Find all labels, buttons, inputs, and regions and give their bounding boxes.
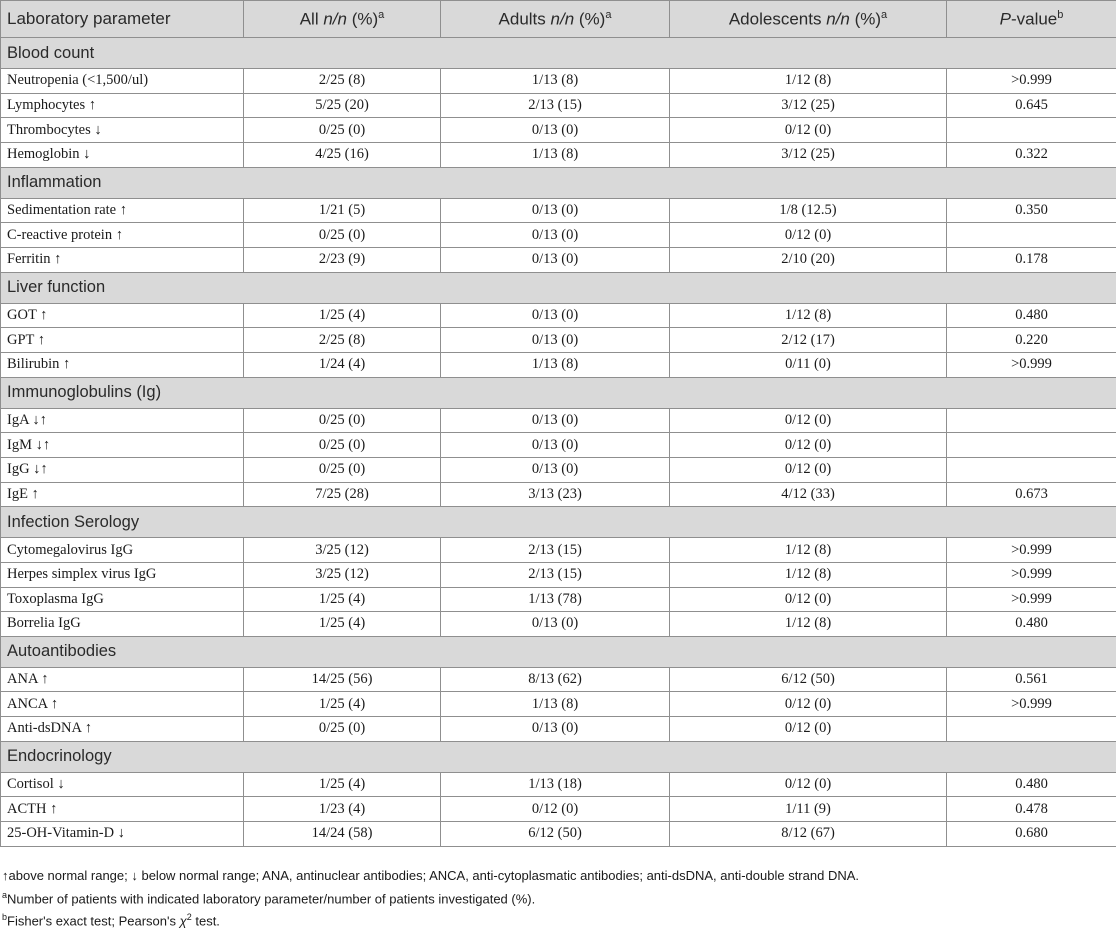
cell-adults: 0/13 (0) (441, 328, 670, 353)
cell-adults: 1/13 (8) (441, 692, 670, 717)
section-row (1, 38, 1116, 69)
cell-p: 0.645 (947, 93, 1116, 118)
cell-adolescents: 1/12 (8) (670, 69, 947, 94)
cell-p (947, 717, 1116, 742)
cell-parameter: Thrombocytes ↓ (1, 118, 244, 143)
cell-parameter: GOT ↑ (1, 303, 244, 328)
cell-adolescents: 8/12 (67) (670, 822, 947, 847)
cell-adolescents: 1/12 (8) (670, 562, 947, 587)
cell-p: >0.999 (947, 538, 1116, 563)
cell-all: 1/21 (5) (244, 198, 441, 223)
table-row (1, 822, 1116, 847)
cell-parameter: Anti-dsDNA ↑ (1, 717, 244, 742)
cell-adults: 0/13 (0) (441, 612, 670, 637)
cell-adolescents: 1/12 (8) (670, 303, 947, 328)
table-row (1, 198, 1116, 223)
table-row (1, 352, 1116, 377)
cell-p (947, 457, 1116, 482)
table-row (1, 433, 1116, 458)
table-row (1, 692, 1116, 717)
cell-adults: 2/13 (15) (441, 562, 670, 587)
cell-adolescents: 1/8 (12.5) (670, 198, 947, 223)
footnote-a: $^a$Number of patients with indicated laboratory parameter/number of patients investigated (%). (2, 886, 1112, 909)
cell-adults: 1/13 (8) (441, 142, 670, 167)
cell-all: 2/23 (9) (244, 247, 441, 272)
cell-p (947, 118, 1116, 143)
cell-adolescents: 0/12 (0) (670, 223, 947, 248)
cell-all: 3/25 (12) (244, 562, 441, 587)
cell-all: 0/25 (0) (244, 717, 441, 742)
footnote-b: $^b$Fisher's exact test; Pearson's $\chi^2$ test. (2, 908, 1112, 931)
cell-all: 1/25 (4) (244, 772, 441, 797)
table-row (1, 667, 1116, 692)
cell-p: 0.322 (947, 142, 1116, 167)
section-row (1, 167, 1116, 198)
cell-adults: 0/13 (0) (441, 247, 670, 272)
cell-adults: 2/13 (15) (441, 538, 670, 563)
table-header-row (1, 1, 1116, 38)
cell-all: 1/25 (4) (244, 612, 441, 637)
table-row (1, 118, 1116, 143)
cell-adolescents: 0/12 (0) (670, 717, 947, 742)
section-title: Blood count (1, 38, 1116, 69)
header-adolescents: Adolescents n/n (%)$^a$ (670, 1, 947, 38)
cell-parameter: IgA ↓↑ (1, 408, 244, 433)
cell-adolescents: 0/12 (0) (670, 772, 947, 797)
section-row (1, 377, 1116, 408)
table-row (1, 587, 1116, 612)
cell-parameter: Hemoglobin ↓ (1, 142, 244, 167)
cell-adolescents: 1/12 (8) (670, 538, 947, 563)
cell-p: >0.999 (947, 587, 1116, 612)
cell-all: 0/25 (0) (244, 118, 441, 143)
table-row (1, 538, 1116, 563)
cell-all: 0/25 (0) (244, 223, 441, 248)
cell-all: 0/25 (0) (244, 433, 441, 458)
cell-parameter: GPT ↑ (1, 328, 244, 353)
cell-adults: 3/13 (23) (441, 482, 670, 507)
cell-p (947, 408, 1116, 433)
cell-parameter: Toxoplasma IgG (1, 587, 244, 612)
cell-p: 0.350 (947, 198, 1116, 223)
cell-parameter: IgM ↓↑ (1, 433, 244, 458)
cell-adults: 0/13 (0) (441, 717, 670, 742)
section-row (1, 272, 1116, 303)
cell-p (947, 433, 1116, 458)
cell-all: 3/25 (12) (244, 538, 441, 563)
cell-p (947, 223, 1116, 248)
cell-adolescents: 1/12 (8) (670, 612, 947, 637)
table-row (1, 328, 1116, 353)
cell-adults: 1/13 (18) (441, 772, 670, 797)
cell-p: >0.999 (947, 562, 1116, 587)
cell-all: 1/25 (4) (244, 303, 441, 328)
cell-all: 1/24 (4) (244, 352, 441, 377)
table-row (1, 457, 1116, 482)
header-pvalue: P-value$^b$ (947, 1, 1116, 38)
cell-parameter: Ferritin ↑ (1, 247, 244, 272)
section-title: Autoantibodies (1, 636, 1116, 667)
cell-parameter: Neutropenia (<1,500/ul) (1, 69, 244, 94)
cell-p: 0.220 (947, 328, 1116, 353)
table-row (1, 223, 1116, 248)
cell-adults: 0/13 (0) (441, 198, 670, 223)
cell-adolescents: 0/12 (0) (670, 457, 947, 482)
table-row (1, 612, 1116, 637)
section-title: Liver function (1, 272, 1116, 303)
cell-p: 0.478 (947, 797, 1116, 822)
footnote-legend: ↑above normal range; ↓ below normal range; ANA, antinuclear antibodies; ANCA, anti-cytoplasmatic antibodies; anti-dsDNA, anti-double strand DNA. (2, 866, 1112, 886)
cell-adults: 0/13 (0) (441, 118, 670, 143)
table-footnotes (2, 866, 1112, 931)
header-adults: Adults n/n (%)$^a$ (441, 1, 670, 38)
section-row (1, 636, 1116, 667)
cell-parameter: Lymphocytes ↑ (1, 93, 244, 118)
header-all: All n/n (%)$^a$ (244, 1, 441, 38)
table-row (1, 482, 1116, 507)
cell-p: >0.999 (947, 352, 1116, 377)
cell-all: 1/23 (4) (244, 797, 441, 822)
cell-p: 0.673 (947, 482, 1116, 507)
table-row (1, 303, 1116, 328)
cell-all: 5/25 (20) (244, 93, 441, 118)
table-row (1, 772, 1116, 797)
cell-parameter: Herpes simplex virus IgG (1, 562, 244, 587)
cell-adolescents: 2/10 (20) (670, 247, 947, 272)
section-row (1, 507, 1116, 538)
cell-all: 0/25 (0) (244, 408, 441, 433)
cell-parameter: IgE ↑ (1, 482, 244, 507)
cell-parameter: ANCA ↑ (1, 692, 244, 717)
section-title: Inflammation (1, 167, 1116, 198)
cell-adolescents: 6/12 (50) (670, 667, 947, 692)
cell-p: 0.480 (947, 612, 1116, 637)
cell-parameter: C-reactive protein ↑ (1, 223, 244, 248)
cell-all: 14/24 (58) (244, 822, 441, 847)
cell-parameter: IgG ↓↑ (1, 457, 244, 482)
cell-p: 0.561 (947, 667, 1116, 692)
cell-adolescents: 0/12 (0) (670, 433, 947, 458)
cell-p: >0.999 (947, 69, 1116, 94)
cell-adults: 1/13 (8) (441, 69, 670, 94)
cell-all: 0/25 (0) (244, 457, 441, 482)
cell-adolescents: 0/12 (0) (670, 587, 947, 612)
cell-all: 1/25 (4) (244, 587, 441, 612)
cell-adolescents: 3/12 (25) (670, 142, 947, 167)
cell-adults: 0/13 (0) (441, 433, 670, 458)
table-row (1, 247, 1116, 272)
section-title: Infection Serology (1, 507, 1116, 538)
cell-adolescents: 3/12 (25) (670, 93, 947, 118)
cell-parameter: Sedimentation rate ↑ (1, 198, 244, 223)
table-body (1, 38, 1116, 847)
cell-adolescents: 0/12 (0) (670, 692, 947, 717)
cell-all: 4/25 (16) (244, 142, 441, 167)
cell-adolescents: 2/12 (17) (670, 328, 947, 353)
cell-parameter: Cytomegalovirus IgG (1, 538, 244, 563)
cell-p: 0.480 (947, 772, 1116, 797)
cell-parameter: Bilirubin ↑ (1, 352, 244, 377)
table-row (1, 797, 1116, 822)
cell-adults: 0/13 (0) (441, 408, 670, 433)
cell-adults: 0/13 (0) (441, 457, 670, 482)
header-parameter: Laboratory parameter (1, 1, 244, 38)
cell-all: 14/25 (56) (244, 667, 441, 692)
cell-adults: 1/13 (78) (441, 587, 670, 612)
cell-adolescents: 0/11 (0) (670, 352, 947, 377)
cell-adolescents: 1/11 (9) (670, 797, 947, 822)
cell-p: >0.999 (947, 692, 1116, 717)
cell-parameter: Borrelia IgG (1, 612, 244, 637)
table-row (1, 562, 1116, 587)
cell-parameter: ANA ↑ (1, 667, 244, 692)
cell-adolescents: 4/12 (33) (670, 482, 947, 507)
cell-all: 7/25 (28) (244, 482, 441, 507)
table-row (1, 142, 1116, 167)
table-row (1, 69, 1116, 94)
cell-adults: 0/13 (0) (441, 223, 670, 248)
table-row (1, 93, 1116, 118)
cell-all: 1/25 (4) (244, 692, 441, 717)
cell-adults: 0/13 (0) (441, 303, 670, 328)
table-row (1, 717, 1116, 742)
cell-adolescents: 0/12 (0) (670, 118, 947, 143)
table-row (1, 408, 1116, 433)
cell-p: 0.178 (947, 247, 1116, 272)
cell-p: 0.680 (947, 822, 1116, 847)
cell-adults: 1/13 (8) (441, 352, 670, 377)
cell-parameter: ACTH ↑ (1, 797, 244, 822)
section-row (1, 741, 1116, 772)
cell-adults: 2/13 (15) (441, 93, 670, 118)
cell-p: 0.480 (947, 303, 1116, 328)
cell-parameter: Cortisol ↓ (1, 772, 244, 797)
section-title: Immunoglobulins (Ig) (1, 377, 1116, 408)
cell-all: 2/25 (8) (244, 69, 441, 94)
cell-adults: 8/13 (62) (441, 667, 670, 692)
section-title: Endocrinology (1, 741, 1116, 772)
cell-adults: 0/12 (0) (441, 797, 670, 822)
cell-adolescents: 0/12 (0) (670, 408, 947, 433)
cell-all: 2/25 (8) (244, 328, 441, 353)
cell-parameter: 25-OH-Vitamin-D ↓ (1, 822, 244, 847)
cell-adults: 6/12 (50) (441, 822, 670, 847)
